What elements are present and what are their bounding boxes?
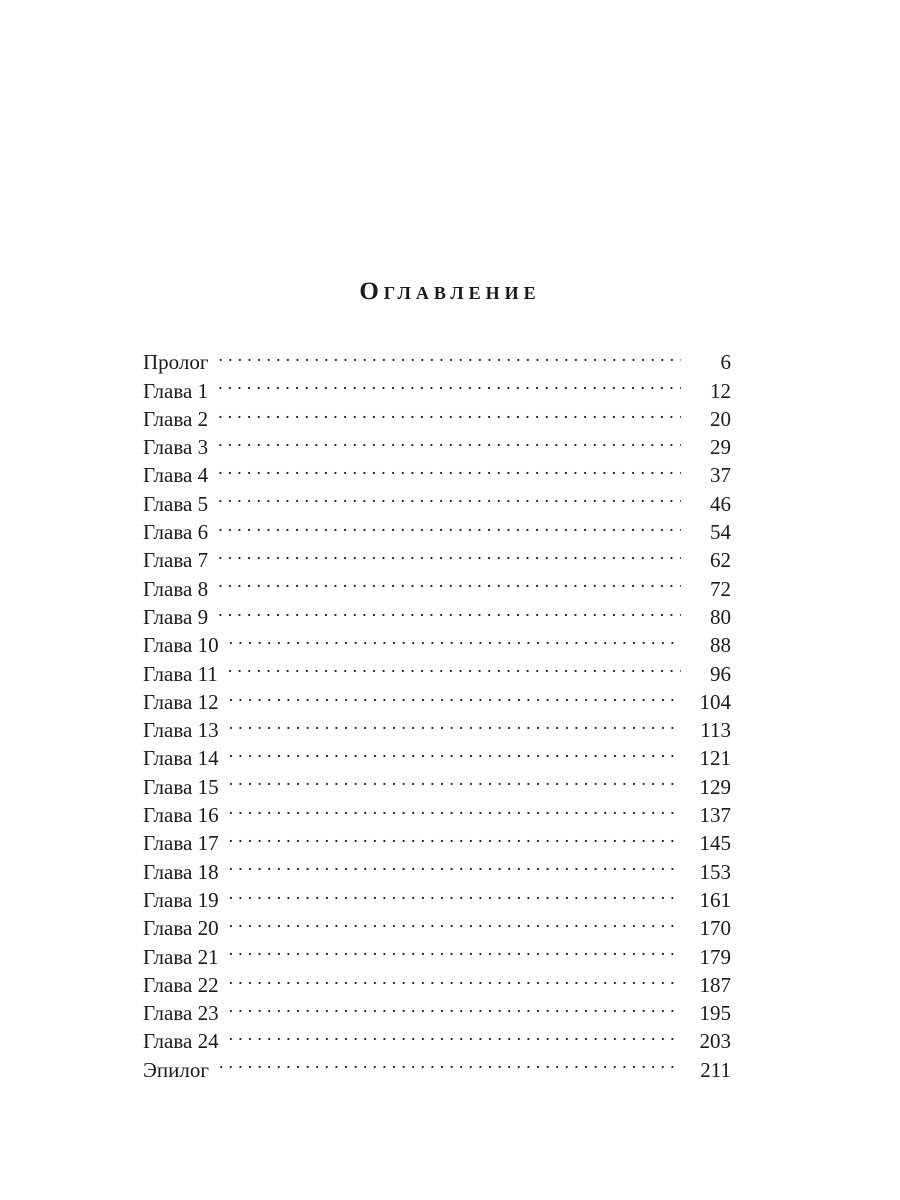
toc-entry-label: Глава 3 xyxy=(143,435,209,460)
toc-entry[interactable] xyxy=(143,935,731,969)
dot-leader xyxy=(229,681,681,709)
toc-entry[interactable] xyxy=(143,652,731,686)
toc-entry-label: Глава 1 xyxy=(143,378,209,403)
toc-entry-page: 37 xyxy=(710,463,731,488)
dot-leader xyxy=(229,1020,681,1048)
toc-entry-label: Глава 12 xyxy=(143,689,219,714)
toc-entry-page: 12 xyxy=(710,378,731,403)
toc-entry[interactable] xyxy=(143,737,731,771)
toc-entry-page: 211 xyxy=(700,1057,731,1082)
dot-leader xyxy=(218,511,681,539)
dot-leader xyxy=(229,992,681,1020)
toc-entry-page: 187 xyxy=(699,972,731,997)
toc-entry-label: Глава 4 xyxy=(143,463,209,488)
toc-entry[interactable] xyxy=(143,681,731,714)
dot-leader xyxy=(229,765,681,793)
toc-entry[interactable] xyxy=(143,511,731,545)
toc-entry[interactable] xyxy=(143,907,731,941)
toc-entry-label: Глава 9 xyxy=(143,604,209,629)
toc-entry-page: 20 xyxy=(710,406,731,431)
toc-entry[interactable] xyxy=(143,709,731,743)
dot-leader xyxy=(218,567,681,595)
toc-entry-page: 195 xyxy=(699,1001,731,1026)
toc-entry-page: 137 xyxy=(699,803,731,828)
toc-entry-label: Глава 15 xyxy=(143,774,219,799)
toc-entry-label: Глава 23 xyxy=(143,1001,219,1026)
dot-leader xyxy=(218,482,681,510)
toc-entry-page: 121 xyxy=(699,746,731,771)
toc-entry-page: 153 xyxy=(699,859,731,884)
toc-entry[interactable] xyxy=(143,765,731,799)
toc-entry[interactable] xyxy=(143,454,731,488)
dot-leader xyxy=(228,652,681,680)
toc-entry-label: Глава 8 xyxy=(143,576,209,601)
toc-entry-page: 46 xyxy=(710,491,731,516)
dot-leader xyxy=(229,737,681,765)
toc-entry-page: 145 xyxy=(699,831,731,856)
toc-entry-page: 170 xyxy=(699,916,731,941)
toc-entry[interactable] xyxy=(143,341,731,375)
toc-entry-label: Глава 11 xyxy=(143,661,218,686)
page-title: Оглавление xyxy=(359,278,541,305)
toc-entry[interactable] xyxy=(143,1020,731,1054)
toc-entry-label: Глава 20 xyxy=(143,916,219,941)
toc-entry-label: Глава 7 xyxy=(143,548,209,573)
toc-entry-label: Глава 6 xyxy=(143,520,209,545)
toc-entry-label: Глава 10 xyxy=(143,633,219,658)
dot-leader xyxy=(218,426,681,454)
toc-entry-page: 96 xyxy=(710,661,731,686)
toc-entry[interactable] xyxy=(143,1048,731,1082)
toc-entry-label: Глава 21 xyxy=(143,944,219,969)
toc-entry-page: 80 xyxy=(710,604,731,629)
toc-entry[interactable] xyxy=(143,482,731,516)
toc-entry-label: Глава 24 xyxy=(143,1029,219,1054)
dot-leader xyxy=(229,935,681,963)
dot-leader xyxy=(229,709,681,737)
dot-leader xyxy=(218,369,681,397)
toc-entry-label: Глава 13 xyxy=(143,718,219,743)
toc-entry[interactable] xyxy=(143,624,731,658)
toc-entry[interactable] xyxy=(143,539,731,573)
toc-entry-page: 104 xyxy=(699,689,731,714)
toc-entry-page: 62 xyxy=(710,548,731,573)
toc-entry[interactable] xyxy=(143,596,731,629)
dot-leader xyxy=(218,398,681,426)
toc-entry-page: 6 xyxy=(720,350,731,375)
dot-leader xyxy=(229,907,681,935)
toc-entry-page: 179 xyxy=(699,944,731,969)
dot-leader xyxy=(219,1048,681,1076)
dot-leader xyxy=(218,341,681,369)
toc-entry-page: 203 xyxy=(699,1029,731,1054)
toc-entry-page: 29 xyxy=(710,435,731,460)
dot-leader xyxy=(218,539,681,567)
toc-entry-page: 72 xyxy=(710,576,731,601)
toc-entry-label: Глава 22 xyxy=(143,972,219,997)
toc-entry[interactable] xyxy=(143,822,731,856)
toc-entry-label: Эпилог xyxy=(143,1057,209,1082)
toc-entry[interactable] xyxy=(143,850,731,884)
dot-leader xyxy=(218,454,681,482)
toc-entry-label: Глава 16 xyxy=(143,803,219,828)
dot-leader xyxy=(229,624,681,652)
dot-leader xyxy=(229,964,681,992)
toc-entry[interactable] xyxy=(143,794,731,828)
dot-leader xyxy=(229,822,681,850)
toc-entry-page: 129 xyxy=(699,774,731,799)
toc-entry-label: Пролог xyxy=(143,350,209,375)
dot-leader xyxy=(218,596,681,624)
toc-entry[interactable] xyxy=(143,398,731,431)
dot-leader xyxy=(229,879,681,907)
toc-entry-page: 161 xyxy=(699,887,731,912)
toc-entry[interactable] xyxy=(143,964,731,997)
toc-entry-label: Глава 19 xyxy=(143,887,219,912)
toc-entry[interactable] xyxy=(143,567,731,601)
dot-leader xyxy=(229,850,681,878)
toc-entry-label: Глава 2 xyxy=(143,406,209,431)
toc-entry-page: 88 xyxy=(710,633,731,658)
toc-entry-label: Глава 5 xyxy=(143,491,209,516)
toc-entry-label: Глава 17 xyxy=(143,831,219,856)
toc-entry-page: 54 xyxy=(710,520,731,545)
dot-leader xyxy=(229,794,681,822)
toc-entry-label: Глава 18 xyxy=(143,859,219,884)
table-of-contents xyxy=(143,341,731,1082)
toc-entry-label: Глава 14 xyxy=(143,746,219,771)
toc-entry-page: 113 xyxy=(700,718,731,743)
toc-entry[interactable] xyxy=(143,879,731,912)
toc-entry[interactable] xyxy=(143,992,731,1026)
toc-entry[interactable] xyxy=(143,426,731,460)
toc-entry[interactable] xyxy=(143,369,731,403)
